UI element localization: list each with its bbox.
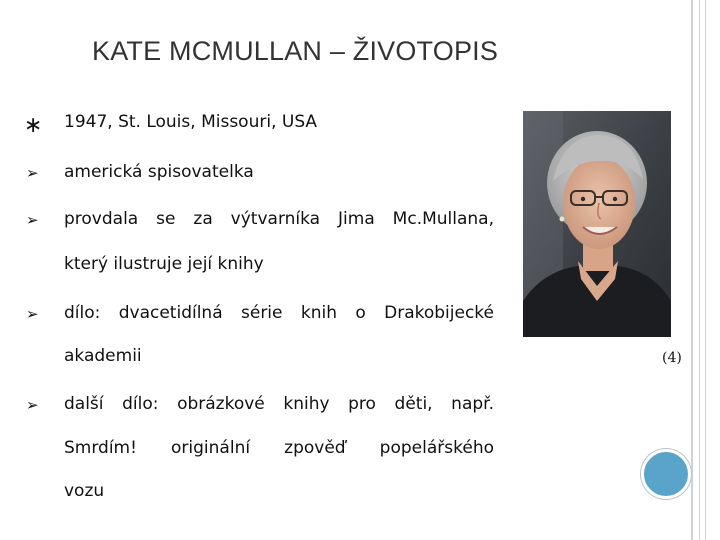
arrowhead-bullet-icon: ➢ xyxy=(26,305,39,323)
arrowhead-bullet-icon: ➢ xyxy=(26,164,39,182)
list-item-text: další dílo: obrázkové knihy pro děti, např. xyxy=(64,394,494,414)
list-item-text: Smrdím! originální zpověď popelářského xyxy=(64,438,494,458)
arrowhead-bullet-icon: ➢ xyxy=(26,211,39,229)
decorative-rail xyxy=(699,0,700,540)
list-item-text: provdala se za výtvarníka Jima Mc.Mullana, xyxy=(64,209,494,229)
image-citation: (4) xyxy=(662,350,682,366)
decorative-rail xyxy=(691,0,693,540)
decorative-circle xyxy=(641,449,691,499)
list-item-text: akademii xyxy=(64,346,142,366)
intro-line: 1947, St. Louis, Missouri, USA xyxy=(64,112,318,132)
list-item-text: americká spisovatelka xyxy=(64,162,254,182)
slide-title: KATE MCMULLAN – ŽIVOTOPIS xyxy=(92,36,499,66)
list-item-text: který ilustruje její knihy xyxy=(64,254,264,274)
list-item-text: dílo: dvacetidílná série knih o Drakobijecké xyxy=(64,303,494,323)
list-item-text: vozu xyxy=(64,481,105,501)
author-portrait-photo xyxy=(523,111,671,337)
decorative-rail xyxy=(705,0,706,540)
arrowhead-bullet-icon: ➢ xyxy=(26,396,39,414)
asterisk-bullet-icon: ∗ xyxy=(24,113,43,138)
